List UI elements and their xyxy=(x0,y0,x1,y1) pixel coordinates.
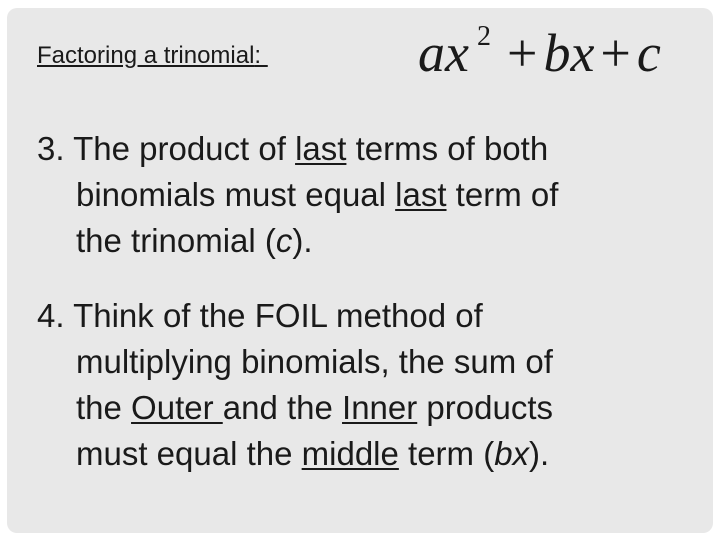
underlined-term: middle xyxy=(301,435,399,472)
heading-underlined-text: Factoring a trinomial xyxy=(37,42,255,69)
point-4-line-3 xyxy=(37,385,697,431)
text-run: products xyxy=(417,389,553,426)
slide-heading xyxy=(37,42,268,70)
formula-x2: x xyxy=(570,23,595,83)
text-run: and the xyxy=(222,389,343,426)
heading-colon: : xyxy=(254,42,268,69)
text-run: ). xyxy=(292,222,313,259)
formula-x: x xyxy=(445,23,469,83)
underlined-term: Inner xyxy=(342,389,418,426)
text-run: the trinomial ( xyxy=(76,222,276,259)
point-4-line-4 xyxy=(37,431,697,477)
text-run: the xyxy=(76,389,132,426)
formula-plus2: + xyxy=(600,23,631,83)
text-run: terms of both xyxy=(346,130,549,167)
text-run: binomials must equal xyxy=(76,176,396,213)
underlined-term: last xyxy=(395,176,447,213)
point-3-paragraph xyxy=(37,126,697,264)
formula-b: b xyxy=(543,23,571,83)
formula-exponent: 2 xyxy=(476,21,491,52)
formula-a: a xyxy=(418,23,445,83)
point-4-paragraph xyxy=(37,293,697,477)
point-4-line-2: multiplying binomials, the sum of xyxy=(76,343,553,380)
formula-c: c xyxy=(636,23,661,83)
underlined-term: last xyxy=(295,130,347,167)
text-run: term of xyxy=(446,176,559,213)
point-3-line-2 xyxy=(37,172,697,218)
point-3-line-3 xyxy=(37,218,697,264)
formula-plus: + xyxy=(506,23,538,83)
italic-variable: c xyxy=(275,222,293,259)
text-run: ). xyxy=(529,435,550,472)
text-run: term ( xyxy=(398,435,495,472)
text-run: must equal the xyxy=(76,435,302,472)
trinomial-formula xyxy=(418,21,661,83)
underlined-term: Outer xyxy=(131,389,223,426)
point-3-line-1 xyxy=(37,126,697,172)
italic-variable: bx xyxy=(494,435,530,472)
text-run: 3. The product of xyxy=(37,130,296,167)
point-4-line-1: 4. Think of the FOIL method of xyxy=(37,297,483,334)
